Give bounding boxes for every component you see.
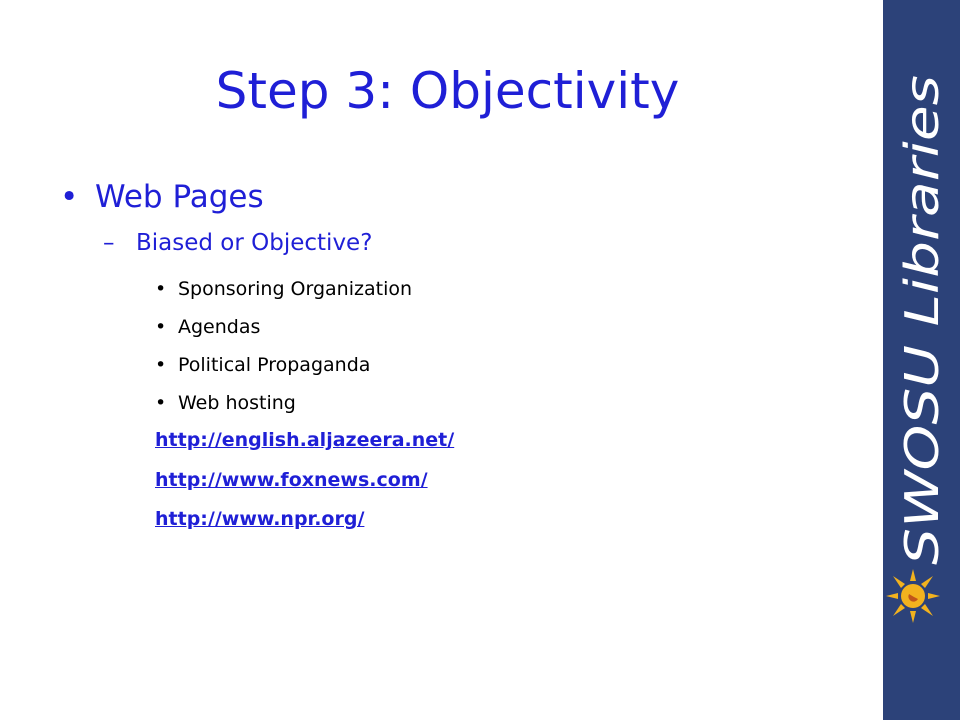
- item-sponsoring-organization: [155, 274, 412, 304]
- item-label: Agendas: [178, 316, 261, 338]
- link-aljazeera[interactable]: http://english.aljazeera.net/: [155, 429, 455, 451]
- bullet-glyph: •: [155, 354, 167, 376]
- item-web-hosting: [155, 388, 296, 418]
- link-npr[interactable]: http://www.npr.org/: [155, 508, 365, 530]
- bullet-glyph: •: [60, 179, 79, 215]
- logo-text: SWOSU Libraries: [895, 177, 949, 565]
- bullet-web-pages: [60, 175, 264, 219]
- item-political-propaganda: [155, 350, 370, 380]
- link-foxnews[interactable]: http://www.foxnews.com/: [155, 469, 428, 491]
- item-label: Sponsoring Organization: [178, 278, 413, 300]
- bullet-glyph: •: [155, 278, 167, 300]
- bullet-label: Web Pages: [95, 179, 264, 215]
- swosu-libraries-logo: [883, 0, 960, 720]
- swosu-libraries-sidebar: [883, 0, 960, 720]
- dash-glyph: –: [103, 230, 115, 256]
- sun-icon: [886, 569, 940, 623]
- subbullet-biased-or-objective: [103, 225, 372, 261]
- bullet-glyph: •: [155, 392, 167, 414]
- item-label: Political Propaganda: [178, 354, 371, 376]
- slide-title: Step 3: Objectivity: [215, 62, 680, 120]
- bullet-glyph: •: [155, 316, 167, 338]
- subbullet-label: Biased or Objective?: [136, 230, 373, 256]
- item-label: Web hosting: [178, 392, 296, 414]
- item-agendas: [155, 312, 260, 342]
